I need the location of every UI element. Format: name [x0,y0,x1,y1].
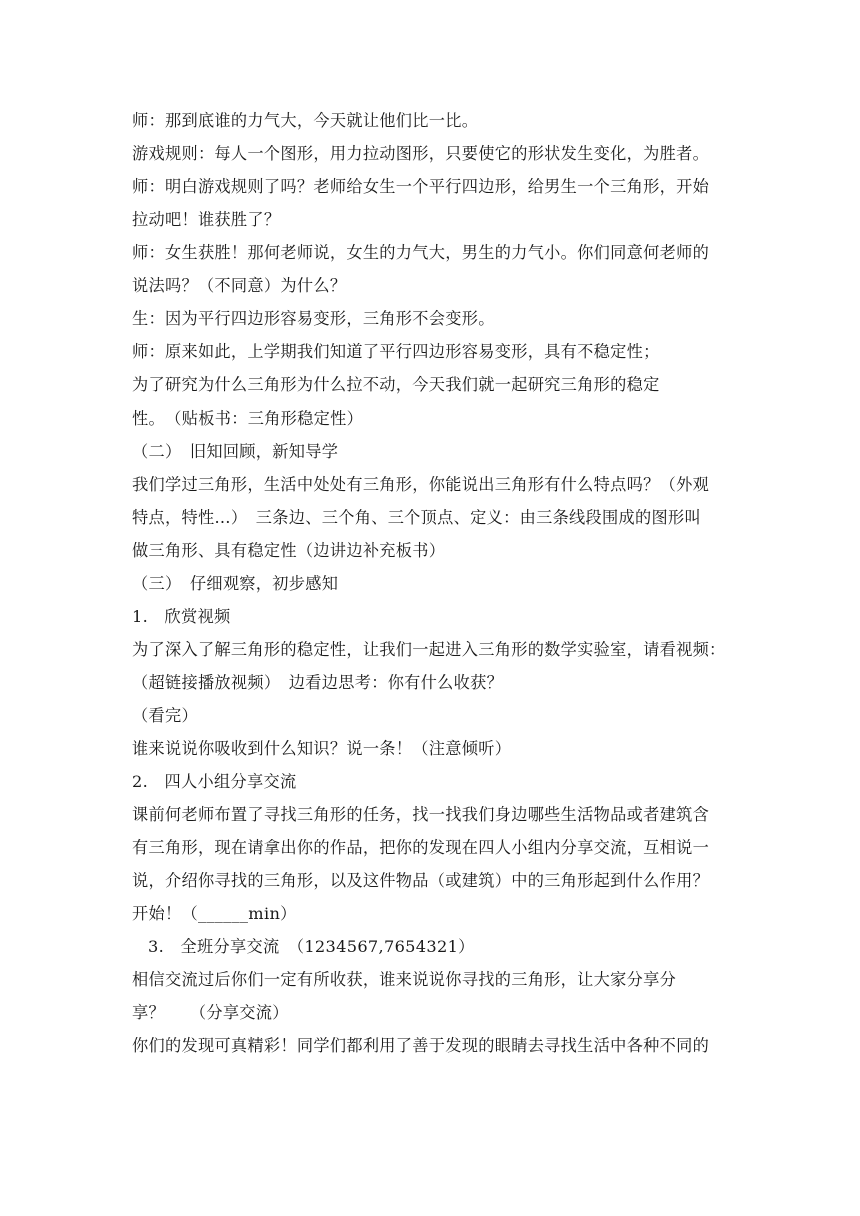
text-line: 相信交流过后你们一定有所收获，谁来说说你寻找的三角形，让大家分享分 [132,970,677,989]
text-line: 开始！（______min） [132,904,297,923]
text-line: 为了深入了解三角形的稳定性，让我们一起进入三角形的数学实验室，请看视频： [132,640,726,659]
text-line: 有三角形，现在请拿出你的作品，把你的发现在四人小组内分享交流，互相说一 [132,838,710,857]
section-heading: （三） 仔细观察，初步感知 [132,574,339,593]
text-line: 师：明白游戏规则了吗？老师给女生一个平行四边形，给男生一个三角形，开始 [132,177,710,196]
text-line: 特点，特性…） 三条边、三个角、三个顶点、定义：由三条线段围成的图形叫 [132,508,701,527]
list-item-heading: 1. 欣赏视频 [132,607,231,626]
text-line: 享？ （分享交流） [132,1003,289,1022]
text-line: 说法吗？（不同意）为什么？ [132,276,347,295]
text-line: 性。 （贴板书：三角形稳定性） [132,409,364,428]
text-line: 谁来说说你吸收到什么知识？说一条！（注意倾听） [132,739,512,758]
text-line: 你们的发现可真精彩！同学们都利用了善于发现的眼睛去寻找生活中各种不同的 [132,1036,710,1055]
text-line: 游戏规则：每人一个图形，用力拉动图形，只要使它的形状发生变化，为胜者。 [132,144,710,163]
text-line: （看完） [132,706,198,725]
section-heading: （二） 旧知回顾，新知导学 [132,442,339,461]
text-line: 拉动吧！谁获胜了？ [132,210,281,229]
text-line: 生：因为平行四边形容易变形，三角形不会变形。 [132,309,495,328]
text-line: 做三角形、具有稳定性（边讲边补充板书） [132,541,446,560]
text-line: 师：原来如此，上学期我们知道了平行四边形容易变形，具有不稳定性； [132,342,660,361]
list-item-heading: 2. 四人小组分享交流 [132,772,297,791]
list-item-heading: 3. 全班分享交流 （1234567,7654321） [148,937,475,956]
text-line: 说，介绍你寻找的三角形，以及这件物品（或建筑）中的三角形起到什么作用？ [132,871,710,890]
text-line: 师：女生获胜！那何老师说，女生的力气大，男生的力气小。你们同意何老师的 [132,243,710,262]
text-line: 我们学过三角形，生活中处处有三角形，你能说出三角形有什么特点吗？（外观 [132,475,710,494]
text-line: 师：那到底谁的力气大，今天就让他们比一比。 [132,111,479,130]
text-line: 为了研究为什么三角形为什么拉不动，今天我们就一起研究三角形的稳定 [132,375,660,394]
text-line: （超链接播放视频） 边看边思考：你有什么收获？ [132,673,504,692]
text-line: 课前何老师布置了寻找三角形的任务，找一找我们身边哪些生活物品或者建筑含 [132,805,710,824]
